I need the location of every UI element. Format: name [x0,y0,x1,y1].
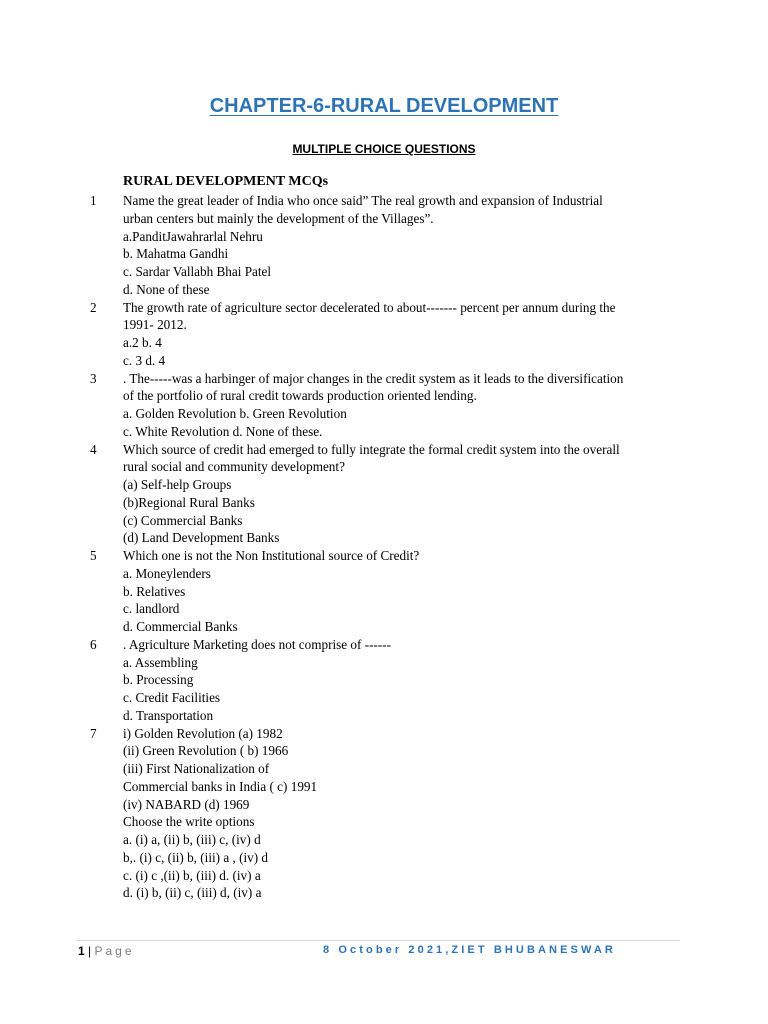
footer-date-org: 8 October 2021,ZIET BHUBANESWAR [323,944,616,956]
question-line: a.PanditJawahrarlal Nehru [123,228,263,244]
section-subtitle: MULTIPLE CHOICE QUESTIONS [292,142,476,156]
question-line: The growth rate of agriculture sector decelerated to about------- percent per annum during the [123,299,616,315]
question-number: 5 [90,548,97,563]
question-line: (a) Self-help Groups [123,477,232,492]
question-line: 1991- 2012. [123,317,187,333]
question-line: i) Golden Revolution (a) 1982 [123,725,283,741]
question-line: urban centers but mainly the development of the Villages”. [123,210,434,226]
question-line: c. Credit Facilities [123,690,221,705]
question-line: Which one is not the Non Institutional source of Credit? [123,548,420,563]
question-line: b. Mahatma Gandhi [123,246,229,262]
question-number: 4 [90,441,97,457]
question-line: a.2 b. 4 [123,335,162,350]
question-line: rural social and community development? [123,459,345,475]
chapter-title: CHAPTER-6-RURAL DEVELOPMENT [209,95,559,117]
question-line: c. White Revolution d. None of these. [123,423,323,439]
question-line: d. Commercial Banks [123,619,238,634]
question-line: d. (i) b, (ii) c, (iii) d, (iv) a [123,885,262,901]
question-number: 7 [90,725,97,741]
question-number: 6 [90,636,97,652]
question-line: b. Relatives [123,583,186,599]
question-line: d. None of these [123,281,210,297]
mcq-heading: RURAL DEVELOPMENT MCQs [123,174,329,189]
question-line: d. Transportation [123,707,214,723]
question-line: c. (i) c ,(ii) b, (iii) d. (iv) a [123,867,261,883]
question-line: Choose the write options [123,814,255,830]
question-line: a. Moneylenders [123,565,211,581]
question-line: (c) Commercial Banks [123,512,243,528]
footer-divider [76,940,680,941]
question-line: (iii) First Nationalization of [123,761,270,776]
question-line: a. (i) a, (ii) b, (iii) c, (iv) d [123,832,261,847]
question-line: of the portfolio of rural credit towards production oriented lending. [123,388,477,404]
question-line: b. Processing [123,672,194,688]
question-line: . The-----was a harbinger of major changes in the credit system as it leads to the diversification [123,370,624,386]
question-line: (d) Land Development Banks [123,530,280,546]
question-line: b,. (i) c, (ii) b, (iii) a , (iv) d [123,849,269,865]
question-line: (b)Regional Rural Banks [123,494,255,510]
question-line: . Agriculture Marketing does not comprise of ------ [123,636,392,652]
question-number: 1 [90,193,97,208]
question-line: c. landlord [123,601,180,617]
question-number: 2 [90,299,97,315]
question-line: Commercial banks in India ( c) 1991 [123,778,318,794]
question-line: Name the great leader of India who once said” The real growth and expansion of Industrial [123,193,603,208]
question-line: (iv) NABARD (d) 1969 [123,796,250,812]
question-line: a. Golden Revolution b. Green Revolution [123,406,347,421]
footer-page-number: 1 | Page [78,944,135,958]
question-line: (ii) Green Revolution ( b) 1966 [123,743,289,759]
question-number: 3 [90,370,97,386]
question-line: c. 3 d. 4 [123,352,166,368]
question-line: a. Assembling [123,654,198,670]
question-line: Which source of credit had emerged to fully integrate the formal credit system into the overall [123,441,620,457]
question-line: c. Sardar Vallabh Bhai Patel [123,264,272,279]
